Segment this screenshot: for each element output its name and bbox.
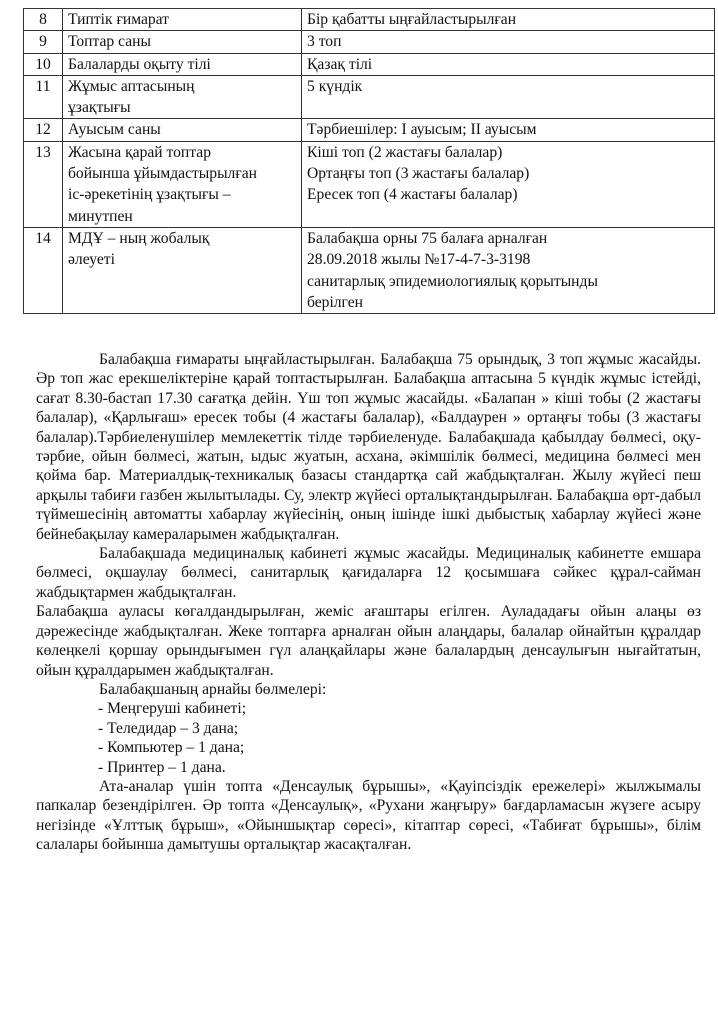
cell-line: Ауысым саны <box>68 121 161 139</box>
cell-line: Бір қабатты ыңғайластырылған <box>307 11 517 28</box>
row-number: 13 <box>24 141 63 227</box>
cell-line: минутпен <box>68 207 133 225</box>
row-number: 8 <box>24 9 63 31</box>
cell-line: іс-әрекетінің ұзақтығы – <box>68 186 231 204</box>
cell-line: әлеуеті <box>68 251 115 269</box>
row-number: 9 <box>24 31 63 53</box>
cell-line: берілген <box>307 293 364 311</box>
cell-line: 5 күндік <box>307 77 363 95</box>
row-label <box>63 9 302 31</box>
cell-line: 28.09.2018 жылы №17-4-7-3-3198 <box>307 251 531 269</box>
cell-line: санитарлық эпидемиологиялық қорытынды <box>307 272 598 290</box>
cell-line: 3 топ <box>307 33 342 51</box>
row-value <box>302 31 715 53</box>
row-label <box>63 227 302 313</box>
row-number: 11 <box>24 75 63 119</box>
cell-line: Балаларды оқыту тілі <box>68 55 211 73</box>
paragraph-building: Балабақша ғимараты ыңғайластырылған. Балабақша 75 орындық, 3 топ жұмыс жасайды. Әр топ жас ерекшеліктеріне қарай топтастырылған. Балабақша аптасына 5 күндік жұмыс істейді, сағат 8.30-бастап 17.30 сағатқа дейін. Үш топ жұмыс жасайды. «Балапан » кіші тобы (2 жастағы балалар), «Қарлығаш» ересек тобы (4 жастағы балалар), «Балдаурен » ортаңғы тобы (3 жастағы балалар).Тәрбиеленушілер мемлекеттік тілде тәрбиеленуде. Балабақшада қабылдау бөлмесі, оқу-тәрбие, ойын бөлмесі, жатын, ыдыс жуатын, асхана, әкімшілік бөлмесі, медицина бөлмесі мен қойма бар. Материалдық-техникалық базасы стандартқа сай жабдықталған. Жылу жүйесі пеш арқылы табиғи газбен жылытылады. Су, электр жүйесі орталықтандырылған. Балабақша өрт-дабыл түймешесінің автоматты хабарлау жүйесінің, оның ішінде ішкі дыбыстық хабарлау жүйесі және бейнебақылау камераларымен жабдықталған. <box>36 351 701 543</box>
cell-line: бойынша ұйымдастырылған <box>68 165 257 183</box>
cell-line: Типтік ғимарат <box>68 11 170 28</box>
table-row <box>24 53 715 75</box>
info-table <box>23 8 715 314</box>
row-number: 10 <box>24 53 63 75</box>
row-number: 12 <box>24 119 63 141</box>
cell-line: Ортаңғы топ (3 жастағы балалар) <box>307 165 530 183</box>
row-value <box>302 141 715 227</box>
cell-line: Балабақша орны 75 балаға арналған <box>307 229 548 247</box>
table-row <box>24 227 715 313</box>
cell-line: МДҰ – ның жобалық <box>68 229 210 247</box>
list-item: - Принтер – 1 дана. <box>98 758 226 776</box>
list-title: Балабақшаның арнайы бөлмелері: <box>99 680 327 698</box>
paragraph-parents: Ата-аналар үшін топта «Денсаулық бұрышы», «Қауіпсіздік ережелері» жылжымалы папкалар безендірілген. Әр топта «Денсаулық», «Рухани жаңғыру» бағдарламасын жүзеге асыру негізінде «Ұлттық бұрыш», «Ойыншықтар сөресі», кітаптар сөресі, «Табиғат бұрышы», білім салалары бойынша дамытушы орталықтар жасақталған. <box>36 777 701 854</box>
list-item: - Компьютер – 1 дана; <box>98 739 245 757</box>
row-value <box>302 53 715 75</box>
table-row <box>24 9 715 31</box>
cell-line: ұзақтығы <box>68 99 131 117</box>
row-value <box>302 119 715 141</box>
table-row <box>24 141 715 227</box>
cell-line: Жұмыс аптасының <box>68 77 195 95</box>
cell-line: Ересек топ (4 жастағы балалар) <box>307 186 518 204</box>
row-value <box>302 227 715 313</box>
table-row <box>24 31 715 53</box>
row-value <box>302 75 715 119</box>
cell-line: Жасына қарай топтар <box>68 143 212 161</box>
paragraph-medical: Балабақшада медициналық кабинеті жұмыс жасайды. Медициналық кабинетте емшара бөлмесі, оқшаулау бөлмесі, санитарлық қағидаларға 12 қосымшаға сәйкес құрал-сайман жабдықтармен жабдықталған. <box>36 545 701 601</box>
row-label <box>63 53 302 75</box>
table-row <box>24 119 715 141</box>
list-item: - Меңгеруші кабинеті; <box>98 700 247 718</box>
row-value <box>302 9 715 31</box>
cell-line: Қазақ тілі <box>307 55 373 73</box>
document-body <box>36 350 701 855</box>
cell-line: Тәрбиешілер: І ауысым; ІІ ауысым <box>307 121 537 139</box>
cell-line: Топтар саны <box>68 33 151 51</box>
row-label <box>63 141 302 227</box>
paragraph-yard: Балабақша ауласы көгалдандырылған, жеміс ағаштары егілген. Аулададағы ойын алаңы өз дәрежесінде жабдықталған. Жеке топтарға арналған ойын алаңдары, балалар ойнайтын құралдар көлеңкелі қоршау орындығымен гүл алаңқайлары және балалардың денсаулығын нығайтатын, ойын құралдарымен жабдықталған. <box>36 603 701 679</box>
cell-line: Кіші топ (2 жастағы балалар) <box>307 143 503 161</box>
list-item: - Теледидар – 3 дана; <box>98 719 239 737</box>
row-label <box>63 31 302 53</box>
row-number: 14 <box>24 227 63 313</box>
table-row <box>24 75 715 119</box>
row-label <box>63 119 302 141</box>
row-label <box>63 75 302 119</box>
